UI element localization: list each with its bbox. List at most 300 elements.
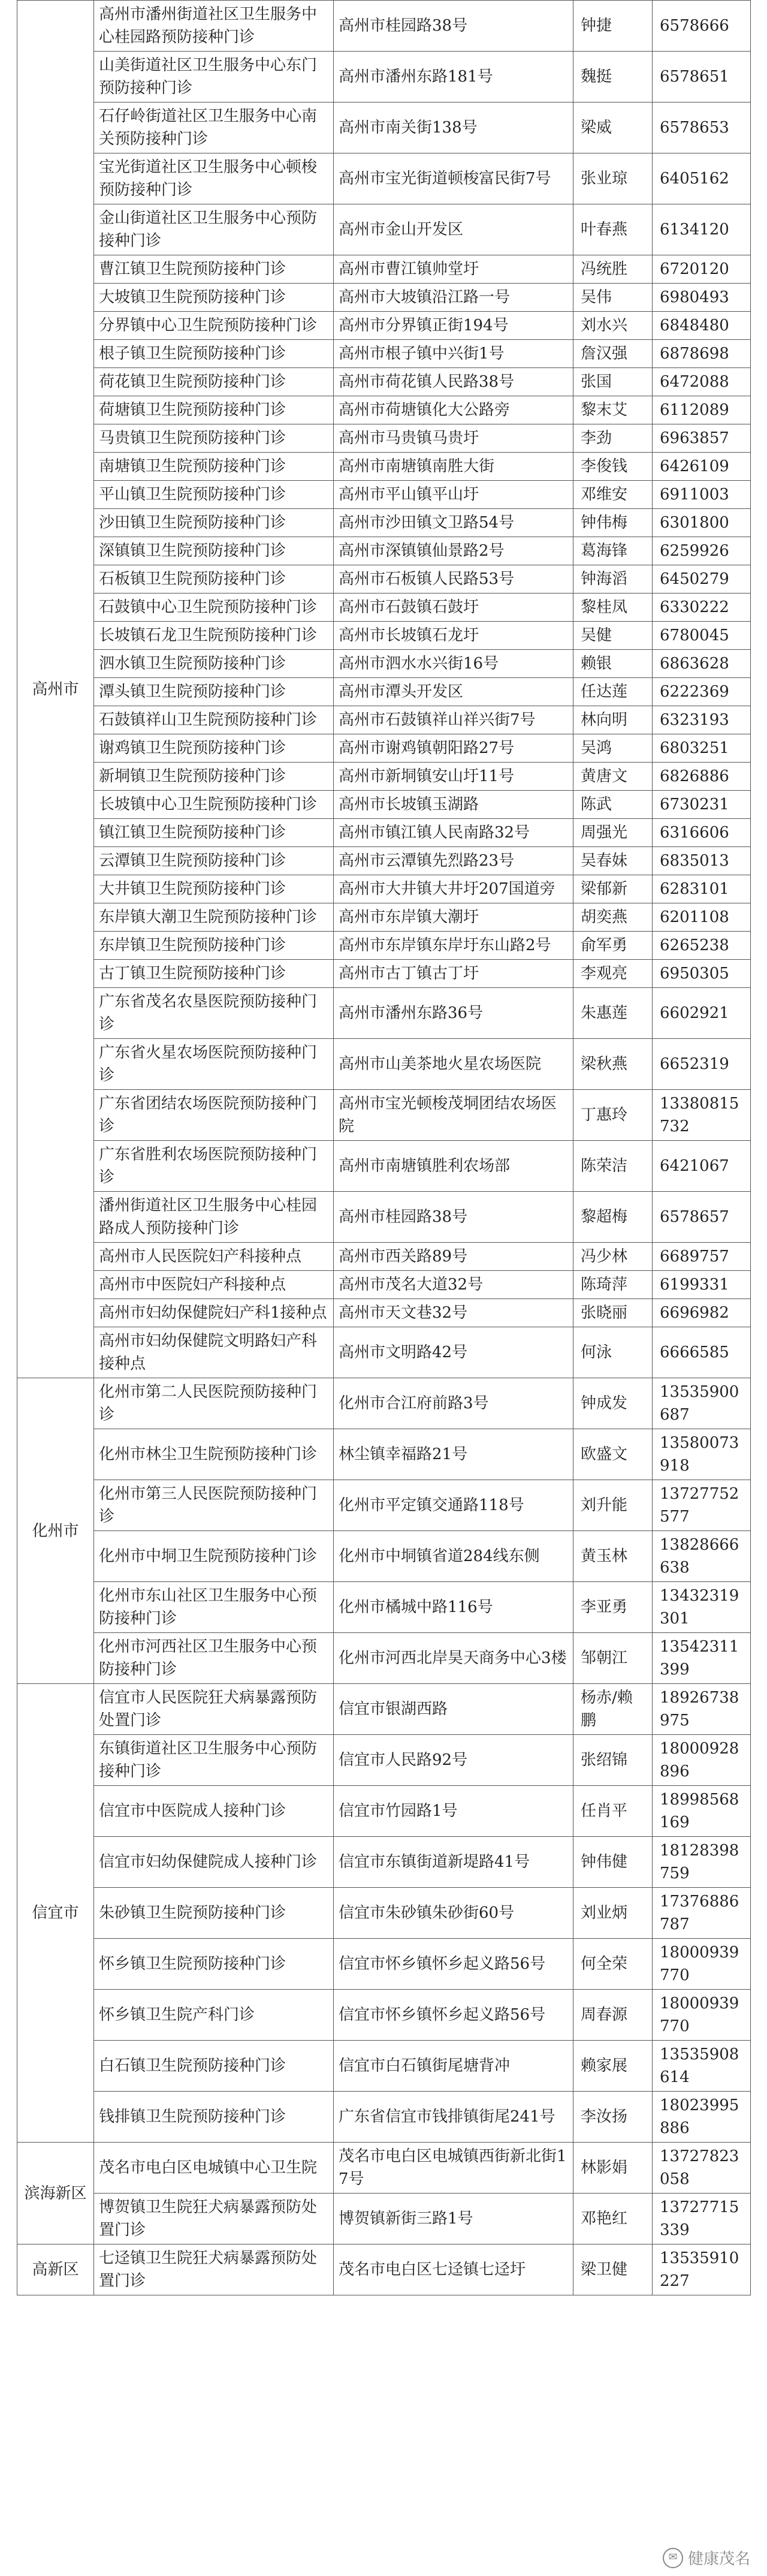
address-cell: 高州市潘州东路36号 [334, 988, 573, 1039]
address-cell: 信宜市白石镇街尾塘背冲 [334, 2041, 573, 2092]
phone-cell: 6602921 [653, 988, 751, 1039]
name-cell: 马贵镇卫生院预防接种门诊 [94, 424, 334, 453]
address-cell: 茂名市电白区电城镇西街新北街17号 [334, 2143, 573, 2194]
phone-cell: 18926738975 [653, 1684, 751, 1735]
contact-cell: 欧盛文 [573, 1429, 653, 1480]
address-cell: 高州市深镇镇仙景路2号 [334, 537, 573, 565]
contact-cell: 冯统胜 [573, 255, 653, 284]
table-row [17, 509, 751, 537]
phone-cell: 6730231 [653, 791, 751, 819]
table-row [17, 2194, 751, 2244]
address-cell: 高州市云潭镇先烈路23号 [334, 847, 573, 875]
clinic-directory [17, 0, 750, 2295]
address-cell: 信宜市人民路92号 [334, 1735, 573, 1786]
phone-cell: 6199331 [653, 1271, 751, 1299]
contact-cell: 钟伟健 [573, 1837, 653, 1888]
name-cell: 怀乡镇卫生院产科门诊 [94, 1990, 334, 2041]
district-cell: 高新区 [17, 2244, 94, 2295]
contact-cell: 吴春妹 [573, 847, 653, 875]
table-row [17, 1039, 751, 1090]
address-cell: 高州市沙田镇文卫路54号 [334, 509, 573, 537]
name-cell: 化州市第二人民医院预防接种门诊 [94, 1378, 334, 1429]
address-cell: 高州市天文巷32号 [334, 1299, 573, 1327]
address-cell: 高州市石板镇人民路53号 [334, 565, 573, 593]
name-cell: 石鼓镇祥山卫生院预防接种门诊 [94, 706, 334, 734]
contact-cell: 杨赤/赖鹏 [573, 1684, 653, 1735]
name-cell: 长坡镇石龙卫生院预防接种门诊 [94, 622, 334, 650]
table-row [17, 204, 751, 255]
contact-cell: 梁卫健 [573, 2244, 653, 2295]
table-row [17, 1939, 751, 1990]
contact-cell: 李俊钱 [573, 453, 653, 481]
table-row [17, 791, 751, 819]
contact-cell: 林影娟 [573, 2143, 653, 2194]
phone-cell: 6803251 [653, 734, 751, 763]
table-row [17, 1429, 751, 1480]
address-cell: 高州市桂园路38号 [334, 1192, 573, 1243]
phone-cell: 6578651 [653, 52, 751, 103]
name-cell: 化州市林尘卫生院预防接种门诊 [94, 1429, 334, 1480]
table-row [17, 1090, 751, 1141]
name-cell: 宝光街道社区卫生服务中心顿梭预防接种门诊 [94, 153, 334, 204]
table-row [17, 2244, 751, 2295]
contact-cell: 何泳 [573, 1327, 653, 1378]
contact-cell: 魏挺 [573, 52, 653, 103]
address-cell: 高州市东岸镇东岸圩东山路2号 [334, 932, 573, 960]
clinic-table [17, 0, 751, 2295]
table-row [17, 481, 751, 509]
district-cell: 化州市 [17, 1378, 94, 1684]
address-cell: 高州市大坡镇沿江路一号 [334, 284, 573, 312]
contact-cell: 张国 [573, 368, 653, 396]
address-cell: 高州市荷花镇人民路38号 [334, 368, 573, 396]
table-row [17, 453, 751, 481]
table-row [17, 847, 751, 875]
name-cell: 曹江镇卫生院预防接种门诊 [94, 255, 334, 284]
table-row [17, 537, 751, 565]
contact-cell: 丁惠玲 [573, 1090, 653, 1141]
table-row [17, 650, 751, 678]
contact-cell: 胡奕燕 [573, 903, 653, 932]
name-cell: 东镇街道社区卫生服务中心预防接种门诊 [94, 1735, 334, 1786]
contact-cell: 叶春燕 [573, 204, 653, 255]
contact-cell: 葛海锋 [573, 537, 653, 565]
phone-cell: 6316606 [653, 819, 751, 847]
phone-cell: 6980493 [653, 284, 751, 312]
phone-cell: 13542311399 [653, 1633, 751, 1684]
table-row [17, 565, 751, 593]
table-row [17, 103, 751, 153]
table-row [17, 1837, 751, 1888]
table-row [17, 153, 751, 204]
table-row [17, 368, 751, 396]
phone-cell: 6578653 [653, 103, 751, 153]
phone-cell: 13432319301 [653, 1582, 751, 1633]
name-cell: 信宜市人民医院狂犬病暴露预防处置门诊 [94, 1684, 334, 1735]
table-row [17, 2143, 751, 2194]
contact-cell: 黄玉林 [573, 1531, 653, 1582]
table-row [17, 1582, 751, 1633]
phone-cell: 13727823058 [653, 2143, 751, 2194]
table-row [17, 1141, 751, 1192]
contact-cell: 黄唐文 [573, 763, 653, 791]
name-cell: 钱排镇卫生院预防接种门诊 [94, 2092, 334, 2143]
address-cell: 高州市南塘镇胜利农场部 [334, 1141, 573, 1192]
name-cell: 石仔岭街道社区卫生服务中心南关预防接种门诊 [94, 103, 334, 153]
table-row [17, 2041, 751, 2092]
contact-cell: 任达莲 [573, 678, 653, 706]
name-cell: 沙田镇卫生院预防接种门诊 [94, 509, 334, 537]
phone-cell: 18998568169 [653, 1786, 751, 1837]
phone-cell: 6405162 [653, 153, 751, 204]
name-cell: 东岸镇卫生院预防接种门诊 [94, 932, 334, 960]
table-row [17, 763, 751, 791]
table-row [17, 734, 751, 763]
address-cell: 高州市南塘镇南胜大街 [334, 453, 573, 481]
name-cell: 朱砂镇卫生院预防接种门诊 [94, 1888, 334, 1939]
address-cell: 高州市东岸镇大潮圩 [334, 903, 573, 932]
contact-cell: 钟伟梅 [573, 509, 653, 537]
phone-cell: 6472088 [653, 368, 751, 396]
name-cell: 广东省团结农场医院预防接种门诊 [94, 1090, 334, 1141]
phone-cell: 13727752577 [653, 1480, 751, 1531]
contact-cell: 黎末艾 [573, 396, 653, 424]
district-cell: 高州市 [17, 1, 94, 1378]
address-cell: 茂名市电白区七迳镇七迳圩 [334, 2244, 573, 2295]
contact-cell: 刘业炳 [573, 1888, 653, 1939]
phone-cell: 6301800 [653, 509, 751, 537]
table-row [17, 903, 751, 932]
phone-cell: 17376886787 [653, 1888, 751, 1939]
name-cell: 大坡镇卫生院预防接种门诊 [94, 284, 334, 312]
name-cell: 云潭镇卫生院预防接种门诊 [94, 847, 334, 875]
contact-cell: 钟成发 [573, 1378, 653, 1429]
contact-cell: 林向明 [573, 706, 653, 734]
contact-cell: 陈琦萍 [573, 1271, 653, 1299]
address-cell: 高州市金山开发区 [334, 204, 573, 255]
phone-cell: 6780045 [653, 622, 751, 650]
phone-cell: 6652319 [653, 1039, 751, 1090]
address-cell: 高州市曹江镇帅堂圩 [334, 255, 573, 284]
district-cell: 滨海新区 [17, 2143, 94, 2244]
contact-cell: 冯少林 [573, 1243, 653, 1271]
address-cell: 化州市平定镇交通路118号 [334, 1480, 573, 1531]
contact-cell: 何全荣 [573, 1939, 653, 1990]
address-cell: 信宜市竹园路1号 [334, 1786, 573, 1837]
table-row [17, 2092, 751, 2143]
phone-cell: 6696982 [653, 1299, 751, 1327]
name-cell: 高州市妇幼保健院文明路妇产科接种点 [94, 1327, 334, 1378]
contact-cell: 赖家展 [573, 2041, 653, 2092]
contact-cell: 梁秋燕 [573, 1039, 653, 1090]
contact-cell: 陈荣洁 [573, 1141, 653, 1192]
phone-cell: 6848480 [653, 312, 751, 340]
phone-cell: 6666585 [653, 1327, 751, 1378]
contact-cell: 黎超梅 [573, 1192, 653, 1243]
watermark-text: 健康茂名 [687, 2550, 750, 2568]
address-cell: 化州市橘城中路116号 [334, 1582, 573, 1633]
phone-cell: 6283101 [653, 875, 751, 903]
name-cell: 根子镇卫生院预防接种门诊 [94, 340, 334, 368]
table-row [17, 1633, 751, 1684]
name-cell: 信宜市妇幼保健院成人接种门诊 [94, 1837, 334, 1888]
contact-cell: 吴伟 [573, 284, 653, 312]
address-cell: 高州市长坡镇玉湖路 [334, 791, 573, 819]
address-cell: 广东省信宜市钱排镇街尾241号 [334, 2092, 573, 2143]
contact-cell: 李亚勇 [573, 1582, 653, 1633]
table-row [17, 1192, 751, 1243]
name-cell: 金山街道社区卫生服务中心预防接种门诊 [94, 204, 334, 255]
name-cell: 古丁镇卫生院预防接种门诊 [94, 960, 334, 988]
contact-cell: 刘水兴 [573, 312, 653, 340]
table-row [17, 1684, 751, 1735]
table-row [17, 284, 751, 312]
table-row [17, 622, 751, 650]
phone-cell: 18000939770 [653, 1990, 751, 2041]
contact-cell: 梁郁新 [573, 875, 653, 903]
address-cell: 信宜市怀乡镇怀乡起义路56号 [334, 1939, 573, 1990]
table-row [17, 1735, 751, 1786]
address-cell: 林尘镇幸福路21号 [334, 1429, 573, 1480]
contact-cell: 李观亮 [573, 960, 653, 988]
name-cell: 广东省茂名农垦医院预防接种门诊 [94, 988, 334, 1039]
address-cell: 高州市山美茶地火星农场医院 [334, 1039, 573, 1090]
table-row [17, 255, 751, 284]
contact-cell: 邓艳红 [573, 2194, 653, 2244]
contact-cell: 张晓丽 [573, 1299, 653, 1327]
phone-cell: 13828666638 [653, 1531, 751, 1582]
contact-cell: 吴鸿 [573, 734, 653, 763]
name-cell: 南塘镇卫生院预防接种门诊 [94, 453, 334, 481]
table-row [17, 819, 751, 847]
name-cell: 潭头镇卫生院预防接种门诊 [94, 678, 334, 706]
name-cell: 茂名市电白区电城镇中心卫生院 [94, 2143, 334, 2194]
name-cell: 广东省火星农场医院预防接种门诊 [94, 1039, 334, 1090]
address-cell: 化州市合江府前路3号 [334, 1378, 573, 1429]
phone-cell: 6421067 [653, 1141, 751, 1192]
address-cell: 高州市茂名大道32号 [334, 1271, 573, 1299]
contact-cell: 李汝扬 [573, 2092, 653, 2143]
name-cell: 山美街道社区卫生服务中心东门预防接种门诊 [94, 52, 334, 103]
address-cell: 高州市镇江镇人民南路32号 [334, 819, 573, 847]
contact-cell: 梁威 [573, 103, 653, 153]
contact-cell: 刘升能 [573, 1480, 653, 1531]
phone-cell: 6578657 [653, 1192, 751, 1243]
phone-cell: 6222369 [653, 678, 751, 706]
name-cell: 泗水镇卫生院预防接种门诊 [94, 650, 334, 678]
watermark [663, 2547, 750, 2569]
table-row [17, 1531, 751, 1582]
name-cell: 深镇镇卫生院预防接种门诊 [94, 537, 334, 565]
name-cell: 荷塘镇卫生院预防接种门诊 [94, 396, 334, 424]
address-cell: 高州市根子镇中兴街1号 [334, 340, 573, 368]
name-cell: 平山镇卫生院预防接种门诊 [94, 481, 334, 509]
contact-cell: 李劲 [573, 424, 653, 453]
table-row [17, 875, 751, 903]
name-cell: 镇江镇卫生院预防接种门诊 [94, 819, 334, 847]
name-cell: 大井镇卫生院预防接种门诊 [94, 875, 334, 903]
phone-cell: 6720120 [653, 255, 751, 284]
phone-cell: 13580073918 [653, 1429, 751, 1480]
phone-cell: 6826886 [653, 763, 751, 791]
name-cell: 谢鸡镇卫生院预防接种门诊 [94, 734, 334, 763]
phone-cell: 18128398759 [653, 1837, 751, 1888]
phone-cell: 6112089 [653, 396, 751, 424]
address-cell: 高州市泗水水兴街16号 [334, 650, 573, 678]
address-cell: 高州市潘州东路181号 [334, 52, 573, 103]
table-row [17, 1378, 751, 1429]
phone-cell: 13380815732 [653, 1090, 751, 1141]
table-row [17, 593, 751, 622]
contact-cell: 邓维安 [573, 481, 653, 509]
contact-cell: 赖银 [573, 650, 653, 678]
table-row [17, 1299, 751, 1327]
table-row [17, 396, 751, 424]
address-cell: 高州市古丁镇古丁圩 [334, 960, 573, 988]
name-cell: 化州市中垌卫生院预防接种门诊 [94, 1531, 334, 1582]
phone-cell: 18023995886 [653, 2092, 751, 2143]
table-row [17, 960, 751, 988]
address-cell: 高州市南关街138号 [334, 103, 573, 153]
address-cell: 高州市石鼓镇祥山祥兴街7号 [334, 706, 573, 734]
address-cell: 高州市宝光街道顿梭富民街7号 [334, 153, 573, 204]
address-cell: 高州市平山镇平山圩 [334, 481, 573, 509]
contact-cell: 吴健 [573, 622, 653, 650]
address-cell: 博贺镇新街三路1号 [334, 2194, 573, 2244]
table-row [17, 1327, 751, 1378]
address-cell: 化州市河西北岸昊天商务中心3楼 [334, 1633, 573, 1684]
name-cell: 信宜市中医院成人接种门诊 [94, 1786, 334, 1837]
contact-cell: 邹朝江 [573, 1633, 653, 1684]
address-cell: 信宜市东镇街道新堤路41号 [334, 1837, 573, 1888]
phone-cell: 6963857 [653, 424, 751, 453]
address-cell: 高州市荷塘镇化大公路旁 [334, 396, 573, 424]
contact-cell: 陈武 [573, 791, 653, 819]
name-cell: 高州市中医院妇产科接种点 [94, 1271, 334, 1299]
phone-cell: 6578666 [653, 1, 751, 52]
address-cell: 高州市文明路42号 [334, 1327, 573, 1378]
table-row [17, 706, 751, 734]
table-row [17, 932, 751, 960]
table-row [17, 1, 751, 52]
table-row [17, 1480, 751, 1531]
phone-cell: 6426109 [653, 453, 751, 481]
name-cell: 高州市潘州街道社区卫生服务中心桂园路预防接种门诊 [94, 1, 334, 52]
address-cell: 高州市马贵镇马贵圩 [334, 424, 573, 453]
table-row [17, 1271, 751, 1299]
name-cell: 白石镇卫生院预防接种门诊 [94, 2041, 334, 2092]
table-row [17, 1888, 751, 1939]
address-cell: 高州市分界镇正街194号 [334, 312, 573, 340]
address-cell: 信宜市银湖西路 [334, 1684, 573, 1735]
table-row [17, 424, 751, 453]
name-cell: 化州市第三人民医院预防接种门诊 [94, 1480, 334, 1531]
address-cell: 信宜市朱砂镇朱砂街60号 [334, 1888, 573, 1939]
phone-cell: 6259926 [653, 537, 751, 565]
name-cell: 七迳镇卫生院狂犬病暴露预防处置门诊 [94, 2244, 334, 2295]
contact-cell: 詹汉强 [573, 340, 653, 368]
table-row [17, 678, 751, 706]
name-cell: 怀乡镇卫生院预防接种门诊 [94, 1939, 334, 1990]
address-cell: 高州市宝光顿梭茂垌团结农场医院 [334, 1090, 573, 1141]
phone-cell: 6689757 [653, 1243, 751, 1271]
contact-cell: 钟海滔 [573, 565, 653, 593]
table-row [17, 988, 751, 1039]
contact-cell: 俞军勇 [573, 932, 653, 960]
wechat-official-account-icon: ✉ [663, 2548, 683, 2568]
name-cell: 新垌镇卫生院预防接种门诊 [94, 763, 334, 791]
phone-cell: 13535900687 [653, 1378, 751, 1429]
phone-cell: 6330222 [653, 593, 751, 622]
address-cell: 化州市中垌镇省道284线东侧 [334, 1531, 573, 1582]
address-cell: 高州市长坡镇石龙圩 [334, 622, 573, 650]
name-cell: 博贺镇卫生院狂犬病暴露预防处置门诊 [94, 2194, 334, 2244]
name-cell: 石板镇卫生院预防接种门诊 [94, 565, 334, 593]
name-cell: 石鼓镇中心卫生院预防接种门诊 [94, 593, 334, 622]
phone-cell: 6201108 [653, 903, 751, 932]
name-cell: 化州市东山社区卫生服务中心预防接种门诊 [94, 1582, 334, 1633]
table-row [17, 1243, 751, 1271]
phone-cell: 6134120 [653, 204, 751, 255]
contact-cell: 任肖平 [573, 1786, 653, 1837]
name-cell: 分界镇中心卫生院预防接种门诊 [94, 312, 334, 340]
address-cell: 高州市石鼓镇石鼓圩 [334, 593, 573, 622]
name-cell: 荷花镇卫生院预防接种门诊 [94, 368, 334, 396]
name-cell: 广东省胜利农场医院预防接种门诊 [94, 1141, 334, 1192]
address-cell: 信宜市怀乡镇怀乡起义路56号 [334, 1990, 573, 2041]
contact-cell: 周春源 [573, 1990, 653, 2041]
phone-cell: 6950305 [653, 960, 751, 988]
phone-cell: 6450279 [653, 565, 751, 593]
name-cell: 化州市河西社区卫生服务中心预防接种门诊 [94, 1633, 334, 1684]
name-cell: 潘州街道社区卫生服务中心桂园路成人预防接种门诊 [94, 1192, 334, 1243]
contact-cell: 朱惠莲 [573, 988, 653, 1039]
address-cell: 高州市西关路89号 [334, 1243, 573, 1271]
address-cell: 高州市桂园路38号 [334, 1, 573, 52]
name-cell: 高州市妇幼保健院妇产科1接种点 [94, 1299, 334, 1327]
table-row [17, 340, 751, 368]
phone-cell: 6878698 [653, 340, 751, 368]
name-cell: 长坡镇中心卫生院预防接种门诊 [94, 791, 334, 819]
phone-cell: 13535908614 [653, 2041, 751, 2092]
name-cell: 高州市人民医院妇产科接种点 [94, 1243, 334, 1271]
district-cell: 信宜市 [17, 1684, 94, 2143]
phone-cell: 18000939770 [653, 1939, 751, 1990]
phone-cell: 13535910227 [653, 2244, 751, 2295]
phone-cell: 13727715339 [653, 2194, 751, 2244]
phone-cell: 6911003 [653, 481, 751, 509]
phone-cell: 6863628 [653, 650, 751, 678]
phone-cell: 6835013 [653, 847, 751, 875]
address-cell: 高州市谢鸡镇朝阳路27号 [334, 734, 573, 763]
name-cell: 东岸镇大潮卫生院预防接种门诊 [94, 903, 334, 932]
table-row [17, 312, 751, 340]
table-row [17, 1786, 751, 1837]
phone-cell: 6265238 [653, 932, 751, 960]
phone-cell: 18000928896 [653, 1735, 751, 1786]
table-row [17, 52, 751, 103]
address-cell: 高州市新垌镇安山圩11号 [334, 763, 573, 791]
contact-cell: 周强光 [573, 819, 653, 847]
phone-cell: 6323193 [653, 706, 751, 734]
contact-cell: 钟捷 [573, 1, 653, 52]
address-cell: 高州市大井镇大井圩207国道旁 [334, 875, 573, 903]
contact-cell: 黎桂凤 [573, 593, 653, 622]
contact-cell: 张业琼 [573, 153, 653, 204]
contact-cell: 张绍锦 [573, 1735, 653, 1786]
table-row [17, 1990, 751, 2041]
address-cell: 高州市潭头开发区 [334, 678, 573, 706]
